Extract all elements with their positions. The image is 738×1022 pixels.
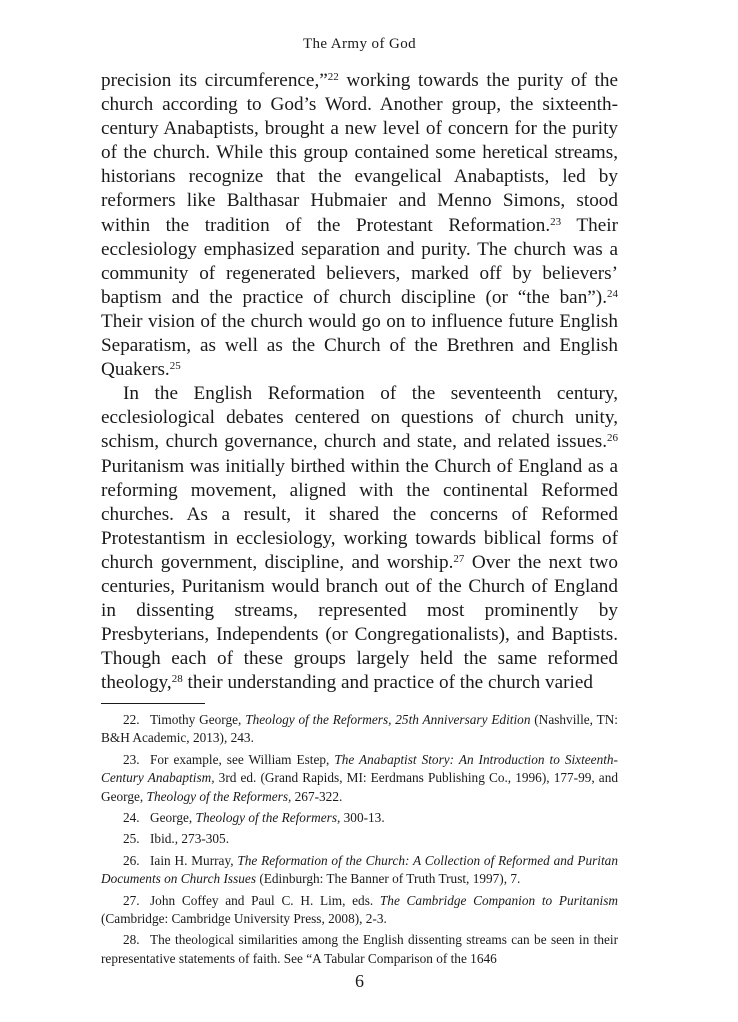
footnote-27 [101, 892, 618, 929]
text-run: Over the next two centuries, Puritanism would branch out of the Church of England in dissenting streams, represented most prominently by Presbyterians, Independents (or Congregationalists), and Baptists. Though each of these groups largely held the same reformed theology, [101, 551, 618, 694]
text-run: their understanding and practice of the church varied [182, 672, 593, 694]
italic-title: The Anabaptist Story: An Introduction to Sixteenth-Century Anabaptism, [101, 751, 618, 786]
footnote-number: 27. [123, 892, 140, 908]
footnote-ref-22: 22 [327, 71, 339, 83]
footnote-28 [101, 931, 618, 968]
text-run: 3rd ed. (Grand Rapids, MI: Eerdmans Publishing Co., 1996), 177-99, and George, [101, 770, 618, 804]
text-run: 267-322. [291, 788, 343, 804]
book-page [101, 0, 618, 1022]
footnote-number: 24. [123, 810, 140, 826]
footnote-ref-25: 25 [169, 360, 181, 373]
text-run: (Cambridge: Cambridge University Press, 2008), 2-3. [101, 911, 387, 927]
text-run: Puritanism was initially birthed within the Church of England as a reforming movement, aligned with the continental Reformed churches. As a result, it shared the concerns of Reformed Protestantism in ecclesiology, working towards biblical forms of church government, discipline, and worship. [101, 455, 618, 573]
running-head: The Army of God [302, 36, 417, 52]
footnote-ref-27: 27 [453, 552, 465, 565]
footnote-ref-26: 26 [607, 432, 618, 445]
text-run: Iain H. Murray, [150, 852, 238, 868]
text-run: Ibid., 273-305. [150, 831, 230, 847]
footnote-number: 22. [123, 712, 140, 727]
text-run: (Nashville, TN: B&H Academic, 2013), 243. [101, 712, 619, 746]
body-text [101, 69, 618, 695]
text-run: The theological similarities among the English dissenting streams can be seen in their representative statements of faith. See “A Tabular Comparison of the 1646 [101, 932, 618, 966]
text-run: Their ecclesiology emphasized separation and purity. The church was a community of regenerated believers, marked off by believers’ baptism and the practice of church discipline (or “the ban”). [101, 214, 618, 308]
footnote-number: 25. [123, 831, 140, 847]
footnote-ref-23: 23 [550, 215, 562, 228]
footnote-number: 23. [123, 751, 140, 767]
footnote-23 [101, 751, 618, 806]
italic-title: The Reformation of the Church: A Collection of Reformed and Puritan Documents on Church Issues [101, 852, 618, 887]
footnotes [101, 711, 618, 971]
text-run: John Coffey and Paul C. H. Lim, eds. [150, 892, 380, 908]
footnote-22 [101, 711, 618, 748]
footnote-number: 28. [123, 932, 140, 948]
italic-title: Theology of the Reformers, [146, 788, 292, 804]
text-run: Their vision of the church would go on to influence future English Separatism, as well as the Church of the Brethren and English Quakers. [101, 310, 618, 381]
text-run: (Edinburgh: The Banner of Truth Trust, 1997), 7. [256, 871, 521, 887]
italic-title: Theology of the Reformers, 25th Anniversary Edition [245, 712, 531, 727]
footnote-ref-24: 24 [607, 287, 618, 300]
footnote-24 [101, 809, 618, 827]
italic-title: The Cambridge Companion to Puritanism [379, 892, 618, 908]
text-run: precision its circumference,” [101, 70, 328, 91]
text-run: 300-13. [340, 810, 385, 826]
text-run: For example, see William Estep, [150, 751, 335, 767]
footnote-rule [101, 703, 205, 704]
page-number: 6 [355, 971, 364, 991]
footnote-ref-28: 28 [171, 673, 183, 686]
text-run: In the English Reformation of the seventeenth century, ecclesiological debates centered on questions of church unity, schism, church governance, church and state, and related issues. [101, 383, 618, 453]
paragraph-english-reformation [101, 382, 618, 695]
paragraph-continued [101, 69, 618, 382]
text-run: working towards the purity of the church according to God’s Word. Another group, the sixteenth-century Anabaptists, brought a new level of concern for the purity of the church. While this group contained some heretical streams, historians recognize that the evangelical Anabaptists, led by reformers like Balthasar Hubmaier and Menno Simons, stood within the tradition of the Protestant Reformation. [101, 70, 618, 236]
footnote-26 [101, 852, 618, 889]
text-run: George, [150, 810, 196, 826]
text-run: Timothy George, [150, 712, 246, 727]
footnote-number: 26. [123, 852, 140, 868]
italic-title: Theology of the Reformers, [195, 810, 341, 826]
footnote-25 [101, 830, 618, 848]
